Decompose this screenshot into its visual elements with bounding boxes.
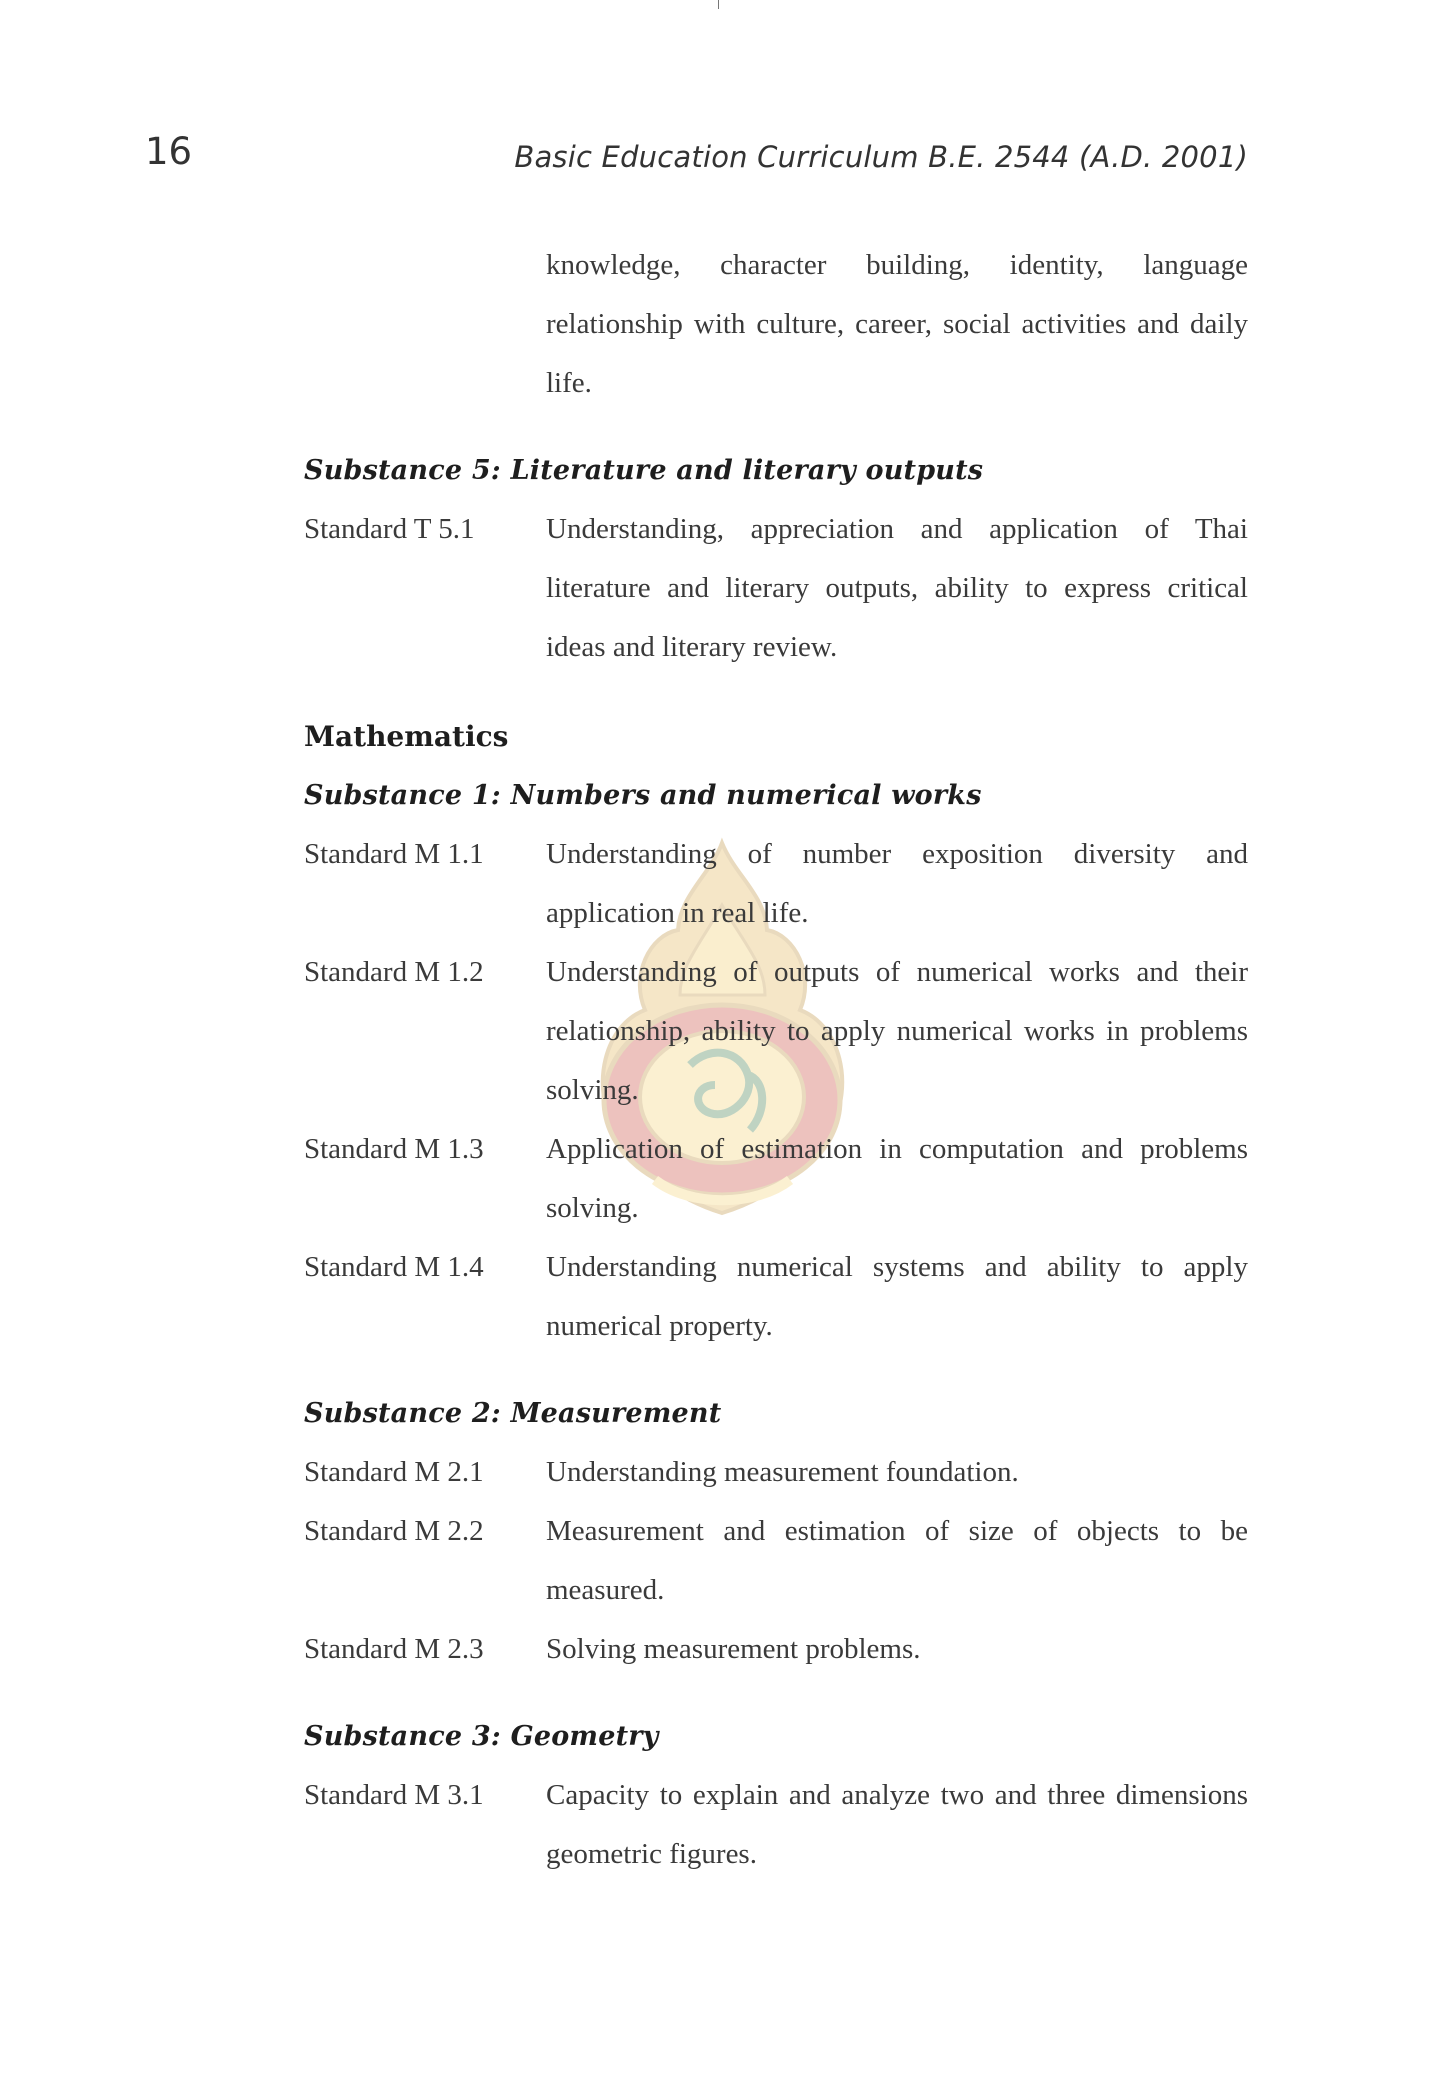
substance-heading-measurement: Substance 2: Measurement bbox=[304, 1398, 722, 1429]
standard-row bbox=[304, 1443, 1248, 1502]
standard-row bbox=[304, 1766, 1248, 1884]
page-content bbox=[304, 236, 1248, 1884]
standard-label: Standard M 2.2 bbox=[304, 1515, 484, 1547]
substance-heading-geometry: Substance 3: Geometry bbox=[304, 1721, 659, 1752]
running-title: Basic Education Curriculum B.E. 2544 (A.D. 2001) bbox=[514, 140, 1248, 174]
page-number: 16 bbox=[145, 130, 193, 173]
standard-label: Standard M 3.1 bbox=[304, 1779, 484, 1811]
continuation-paragraph: knowledge, character building, identity, language relationship with culture, career, social activities and daily life. bbox=[546, 249, 1248, 399]
standard-text: Understanding measurement foundation. bbox=[546, 1456, 1019, 1488]
standard-label: Standard M 1.3 bbox=[304, 1133, 484, 1165]
standard-label: Standard M 1.2 bbox=[304, 956, 484, 988]
section-heading-mathematics: Mathematics bbox=[304, 720, 509, 753]
standard-text: Measurement and estimation of size of objects to be measured. bbox=[546, 1515, 1248, 1606]
standard-text: Understanding numerical systems and ability to apply numerical property. bbox=[546, 1251, 1248, 1342]
standard-text: Understanding of number exposition diversity and application in real life. bbox=[546, 838, 1248, 929]
substance-heading-numbers: Substance 1: Numbers and numerical works bbox=[304, 780, 982, 811]
standard-label: Standard M 1.4 bbox=[304, 1251, 484, 1283]
standard-text: Solving measurement problems. bbox=[546, 1633, 921, 1665]
standard-row bbox=[304, 500, 1248, 677]
standard-text: Understanding of outputs of numerical works and their relationship, ability to apply numerical works in problems solving. bbox=[546, 956, 1248, 1106]
standard-text: Capacity to explain and analyze two and three dimensions geometric figures. bbox=[546, 1779, 1248, 1870]
crop-mark bbox=[718, 0, 719, 9]
standard-text: Application of estimation in computation and problems solving. bbox=[546, 1133, 1248, 1224]
standard-row bbox=[304, 943, 1248, 1120]
standard-row bbox=[304, 1620, 1248, 1679]
standard-label: Standard M 1.1 bbox=[304, 838, 484, 870]
standard-row bbox=[304, 1238, 1248, 1356]
standard-row bbox=[304, 825, 1248, 943]
standard-row bbox=[304, 1502, 1248, 1620]
standard-label: Standard T 5.1 bbox=[304, 513, 475, 545]
standard-label: Standard M 2.3 bbox=[304, 1633, 484, 1665]
standard-row bbox=[304, 1120, 1248, 1238]
substance-heading-literature: Substance 5: Literature and literary outputs bbox=[304, 455, 984, 486]
standard-label: Standard M 2.1 bbox=[304, 1456, 484, 1488]
standard-text: Understanding, appreciation and application of Thai literature and literary outputs, ability to express critical ideas and literary review. bbox=[546, 513, 1248, 663]
